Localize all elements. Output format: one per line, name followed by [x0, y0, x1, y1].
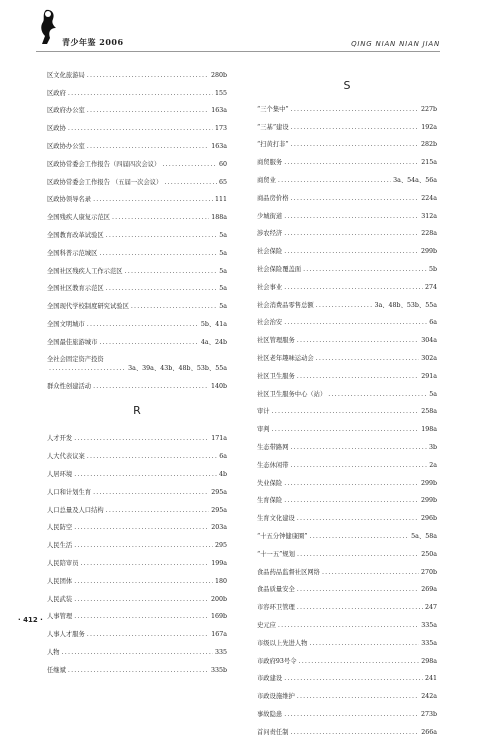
- index-page: 295a: [211, 506, 227, 514]
- index-term: 全国现代学校制度研究试验区: [47, 303, 129, 311]
- index-entry: [47, 586, 227, 604]
- index-entry: [47, 329, 227, 347]
- index-entry: [257, 648, 437, 666]
- index-term: 社会消费品零售总额: [257, 301, 314, 309]
- index-entry: [257, 523, 437, 541]
- index-term: 人民生活: [47, 542, 73, 550]
- dot-leader: [284, 674, 423, 683]
- dot-leader: [284, 318, 427, 327]
- dot-leader: [284, 212, 419, 221]
- index-term: 人民团体: [47, 577, 73, 585]
- index-page: 282b: [420, 141, 437, 149]
- index-page: 296b: [420, 515, 437, 523]
- index-page: 5a: [219, 231, 227, 239]
- index-page: 200b: [210, 595, 227, 603]
- dot-leader: [106, 506, 210, 515]
- yearbook-pinyin-title: QING NIAN NIAN JIAN: [351, 40, 440, 48]
- dot-leader: [284, 479, 419, 488]
- index-term: 商品房价格: [257, 194, 289, 202]
- index-entry: [47, 62, 227, 80]
- index-term: 社区管理服务: [257, 337, 295, 345]
- dot-leader: [291, 123, 420, 132]
- dot-leader: [290, 443, 426, 452]
- dot-leader: [62, 648, 213, 657]
- index-term: 社会事业: [257, 283, 283, 291]
- index-page: 247: [424, 604, 437, 612]
- dot-leader: [284, 229, 419, 238]
- index-term: 全国科普示范城区: [47, 249, 98, 257]
- index-term: 任继斌: [47, 666, 66, 674]
- index-entry: [257, 399, 437, 417]
- dot-leader: [328, 390, 427, 399]
- index-entry: [47, 240, 227, 258]
- dot-leader: [297, 603, 423, 612]
- index-page: 250a: [421, 550, 437, 558]
- dot-leader: [291, 140, 419, 149]
- dot-leader: [164, 178, 217, 187]
- index-term: 社区卫生服务中心（站）: [257, 390, 327, 398]
- index-term: 生态休闲带: [257, 461, 289, 469]
- index-q-list: [47, 62, 227, 347]
- dot-leader: [74, 595, 209, 604]
- dot-leader: [87, 71, 209, 80]
- index-term: 区政府: [47, 89, 66, 97]
- dot-leader: [49, 364, 126, 373]
- index-term: 市政设施维护: [257, 693, 295, 701]
- dot-leader: [74, 523, 209, 532]
- index-term: 区政协常委会工作报告 （五届一次会议）: [47, 178, 163, 186]
- index-entry: [257, 167, 437, 185]
- index-page: 111: [214, 196, 227, 204]
- index-entry: [257, 381, 437, 399]
- index-entry: [47, 568, 227, 586]
- section-heading-r: R: [133, 403, 141, 417]
- index-page: 4a、24b: [200, 338, 227, 346]
- index-page: 5a: [429, 390, 437, 398]
- dot-leader: [272, 407, 420, 416]
- index-term: 少城街道: [257, 212, 283, 220]
- index-entry: [257, 238, 437, 256]
- dot-leader: [87, 142, 209, 151]
- dot-leader: [297, 372, 419, 381]
- index-page: 3a、54a、56a: [393, 176, 437, 184]
- index-entry: [47, 497, 227, 515]
- index-page: 180: [214, 577, 227, 585]
- index-term: “十五分钟健康圈”: [257, 532, 308, 540]
- index-term: 史元应: [257, 621, 276, 629]
- dot-leader: [316, 354, 420, 363]
- index-page: 5a: [219, 249, 227, 257]
- index-term: “三个集中”: [257, 105, 289, 113]
- index-page: 299b: [420, 248, 437, 256]
- index-term: 首问责任制: [257, 728, 289, 736]
- index-term: 商贸业: [257, 176, 276, 184]
- index-entry: [47, 479, 227, 497]
- index-page: 295: [214, 542, 227, 550]
- index-entry: [47, 604, 227, 622]
- dot-leader: [297, 514, 419, 523]
- dot-leader: [99, 249, 217, 258]
- index-entry: [47, 80, 227, 98]
- index-entry: [47, 347, 227, 373]
- index-page: 224a: [421, 194, 437, 202]
- index-term: 食品药品监督社区网络: [257, 568, 320, 576]
- index-term: 事故隐患: [257, 710, 283, 718]
- dot-leader: [284, 247, 419, 256]
- index-term: “扫黄打非”: [257, 141, 289, 149]
- index-entry: [47, 187, 227, 205]
- index-entry: [47, 515, 227, 533]
- index-term: 社会保险: [257, 248, 283, 256]
- index-page: 228a: [421, 230, 437, 238]
- index-entry: [257, 345, 437, 363]
- index-term: 全国文明城市: [47, 320, 85, 328]
- index-term: 人才开发: [47, 435, 73, 443]
- index-term: 社会治安: [257, 319, 283, 327]
- index-term: 全国社区教育示范区: [47, 285, 104, 293]
- index-entry: [47, 276, 227, 294]
- header-rule: [36, 51, 440, 52]
- index-page: 227b: [420, 105, 437, 113]
- dot-leader: [87, 106, 209, 115]
- index-entry: [47, 461, 227, 479]
- index-page: 312a: [421, 212, 437, 220]
- index-term: 市政建设: [257, 675, 283, 683]
- index-entry: [257, 666, 437, 684]
- dot-leader: [106, 231, 218, 240]
- index-entry: [47, 639, 227, 657]
- index-entry: [257, 594, 437, 612]
- dot-leader: [284, 158, 419, 167]
- dot-leader: [131, 302, 217, 311]
- index-entry: [47, 133, 227, 151]
- index-entry: [257, 434, 437, 452]
- dot-leader: [309, 639, 419, 648]
- index-entry: [257, 683, 437, 701]
- index-entry: [257, 470, 437, 488]
- index-page: 274: [424, 283, 437, 291]
- dot-leader: [322, 568, 419, 577]
- index-term: 全社会固定资产投资: [47, 355, 104, 363]
- index-entry: [257, 256, 437, 274]
- right-column: [257, 96, 437, 737]
- index-entry: [47, 373, 227, 391]
- dot-leader: [162, 160, 217, 169]
- index-term: 市级以上先进人物: [257, 639, 308, 647]
- dot-leader: [125, 267, 218, 276]
- dot-leader: [291, 105, 419, 114]
- index-s-list: [257, 96, 437, 737]
- index-page: 192a: [421, 123, 437, 131]
- dot-leader: [93, 488, 209, 497]
- index-entry: [257, 577, 437, 595]
- index-page: 241: [424, 675, 437, 683]
- dot-leader: [93, 195, 213, 204]
- dot-leader: [112, 213, 209, 222]
- index-term: 区政协常委会工作报告（四届四次会议）: [47, 160, 161, 168]
- index-page: 6a: [219, 453, 227, 461]
- index-term: 区政协办公室: [47, 142, 85, 150]
- index-term: 群众性创建活动: [47, 382, 92, 390]
- index-entry: [47, 169, 227, 187]
- index-page: 3a、39a、43b、48b、53b、55a: [128, 364, 227, 372]
- index-page: 302a: [421, 354, 437, 362]
- dot-leader: [284, 710, 419, 719]
- index-entry: [257, 416, 437, 434]
- index-entry: [47, 293, 227, 311]
- index-entry: [257, 701, 437, 719]
- left-column: [47, 62, 227, 675]
- index-page: 304a: [421, 337, 437, 345]
- index-term: 人民陪审员: [47, 559, 79, 567]
- index-page: 291a: [421, 372, 437, 380]
- dot-leader: [99, 338, 199, 347]
- index-term: 生育文化建设: [257, 515, 295, 523]
- index-entry: [47, 222, 227, 240]
- index-page: 188a: [211, 214, 227, 222]
- index-entry: [47, 151, 227, 169]
- index-page: 270b: [420, 568, 437, 576]
- index-term: 审判: [257, 426, 270, 434]
- index-term: 区政协: [47, 125, 66, 133]
- dot-leader: [290, 461, 427, 470]
- index-entry: [257, 185, 437, 203]
- index-page: 171a: [211, 435, 227, 443]
- dot-leader: [87, 452, 217, 461]
- index-page: 198a: [421, 426, 437, 434]
- index-term: 社区卫生服务: [257, 372, 295, 380]
- index-term: 人事管理: [47, 613, 73, 621]
- index-page: 173: [214, 125, 227, 133]
- index-term: 社会保险覆盖面: [257, 265, 302, 273]
- dot-leader: [74, 470, 217, 479]
- index-entry: [257, 149, 437, 167]
- index-term: 人大代表议案: [47, 453, 85, 461]
- index-page: 5b、41a: [200, 320, 227, 328]
- index-entry: [257, 203, 437, 221]
- index-page: 298a: [421, 657, 437, 665]
- index-entry: [257, 505, 437, 523]
- dot-leader: [290, 728, 419, 737]
- index-entry: [47, 443, 227, 461]
- dot-leader: [87, 630, 209, 639]
- index-entry: [47, 621, 227, 639]
- index-page: 5a: [219, 303, 227, 311]
- dot-leader: [297, 550, 419, 559]
- index-page: 140b: [210, 382, 227, 390]
- index-page: 335: [214, 648, 227, 656]
- index-term: 全国教育改革试验区: [47, 231, 104, 239]
- dot-leader: [68, 89, 213, 98]
- index-term: 人事人才服务: [47, 631, 85, 639]
- index-term: 人口总量及人口结构: [47, 506, 104, 514]
- dot-leader: [310, 532, 410, 541]
- index-term: 社区老年趣味运动会: [257, 354, 314, 362]
- index-page: 335a: [421, 621, 437, 629]
- index-page: 258a: [421, 408, 437, 416]
- page-header: [0, 0, 480, 52]
- index-entry: [47, 258, 227, 276]
- index-entry: [47, 115, 227, 133]
- index-entry: [257, 719, 437, 737]
- index-term: 人民防空: [47, 524, 73, 532]
- dot-leader: [278, 176, 391, 185]
- index-term: 人民武装: [47, 595, 73, 603]
- index-entry: [47, 657, 227, 675]
- dot-leader: [297, 692, 419, 701]
- dot-leader: [278, 621, 419, 630]
- page-number: · 412 ·: [18, 616, 43, 624]
- index-page: 60: [218, 160, 227, 168]
- index-entry: [257, 221, 437, 239]
- dot-leader: [290, 194, 419, 203]
- dot-leader: [80, 559, 209, 568]
- index-page: 163a: [211, 107, 227, 115]
- dot-leader: [297, 336, 419, 345]
- index-page: 299b: [420, 479, 437, 487]
- index-r-list: [47, 426, 227, 675]
- index-page: 335a: [421, 639, 437, 647]
- index-term: 人物: [47, 648, 60, 656]
- index-term: 审计: [257, 408, 270, 416]
- index-term: 区政协领导名录: [47, 196, 92, 204]
- index-term: 区文化旅游局: [47, 71, 85, 79]
- index-term: “三基”建设: [257, 123, 289, 131]
- index-entry: [257, 612, 437, 630]
- index-term: 全国最佳旅游城市: [47, 338, 98, 346]
- index-page: 199a: [211, 559, 227, 567]
- index-entry: [257, 132, 437, 150]
- dot-leader: [297, 585, 419, 594]
- index-page: 299b: [420, 497, 437, 505]
- logo-figure-icon: [36, 8, 60, 46]
- index-entry: [257, 630, 437, 648]
- index-page: 5a、58a: [411, 532, 437, 540]
- dot-leader: [284, 283, 423, 292]
- index-page: 280b: [210, 71, 227, 79]
- index-term: 人口和计划生育: [47, 488, 92, 496]
- index-entry: [257, 274, 437, 292]
- index-entry: [47, 98, 227, 116]
- index-page: 203a: [211, 524, 227, 532]
- index-page: 6a: [429, 319, 437, 327]
- index-page: 5a: [219, 267, 227, 275]
- index-entry: [257, 541, 437, 559]
- dot-leader: [74, 541, 213, 550]
- index-page: 3b: [428, 443, 437, 451]
- index-entry: [257, 559, 437, 577]
- index-page: 169b: [210, 613, 227, 621]
- index-term: “十一五”规划: [257, 550, 295, 558]
- index-entry: [257, 114, 437, 132]
- dot-leader: [74, 577, 213, 586]
- index-entry: [257, 310, 437, 328]
- dot-leader: [74, 434, 209, 443]
- index-entry: [47, 532, 227, 550]
- index-page: 2a: [429, 461, 437, 469]
- index-entry: [257, 363, 437, 381]
- yearbook-title: 青少年鉴 2006: [62, 37, 124, 47]
- index-term: 全国社区残疾人工作示范区: [47, 267, 123, 275]
- index-page: 5a: [219, 285, 227, 293]
- index-page: 155: [214, 89, 227, 97]
- index-entry: [257, 452, 437, 470]
- index-page: 4b: [218, 470, 227, 478]
- section-heading-s: S: [343, 79, 351, 92]
- dot-leader: [284, 496, 419, 505]
- index-page: 163a: [211, 142, 227, 150]
- index-term: 区政府办公室: [47, 107, 85, 115]
- index-entry: [257, 488, 437, 506]
- index-term: 市政府93号令: [257, 657, 297, 665]
- index-entry: [47, 426, 227, 444]
- index-page: 65: [218, 178, 227, 186]
- dot-leader: [93, 382, 209, 391]
- index-term: 全国残疾人康复示范区: [47, 214, 110, 222]
- index-term: 生态带路网: [257, 443, 289, 451]
- dot-leader: [316, 301, 373, 310]
- index-term: 人居环境: [47, 470, 73, 478]
- dot-leader: [272, 425, 420, 434]
- index-term: 生育保险: [257, 497, 283, 505]
- index-term: 失业保险: [257, 479, 283, 487]
- index-entry: [47, 311, 227, 329]
- index-entry: [47, 550, 227, 568]
- index-page: 215a: [421, 159, 437, 167]
- index-page: 295a: [211, 488, 227, 496]
- index-entry: [257, 292, 437, 310]
- dot-leader: [303, 265, 427, 274]
- index-term: 市容环卫管理: [257, 604, 295, 612]
- index-page: 242a: [421, 693, 437, 701]
- index-page: 266a: [421, 728, 437, 736]
- index-page: 335b: [210, 666, 227, 674]
- index-page: 269a: [421, 586, 437, 594]
- index-term: 商贸服务: [257, 159, 283, 167]
- index-page: 273b: [420, 710, 437, 718]
- dot-leader: [87, 320, 199, 329]
- index-page: 5b: [428, 265, 437, 273]
- dot-leader: [299, 657, 420, 666]
- dot-leader: [106, 284, 218, 293]
- index-page: 3a、48b、53b、55a: [374, 301, 437, 309]
- dot-leader: [68, 124, 213, 133]
- index-page: 167a: [211, 631, 227, 639]
- index-entry: [257, 327, 437, 345]
- index-term: 食品质量安全: [257, 586, 295, 594]
- index-entry: [257, 96, 437, 114]
- dot-leader: [68, 666, 209, 675]
- index-term: 涉农经济: [257, 230, 283, 238]
- dot-leader: [74, 612, 209, 621]
- index-entry: [47, 204, 227, 222]
